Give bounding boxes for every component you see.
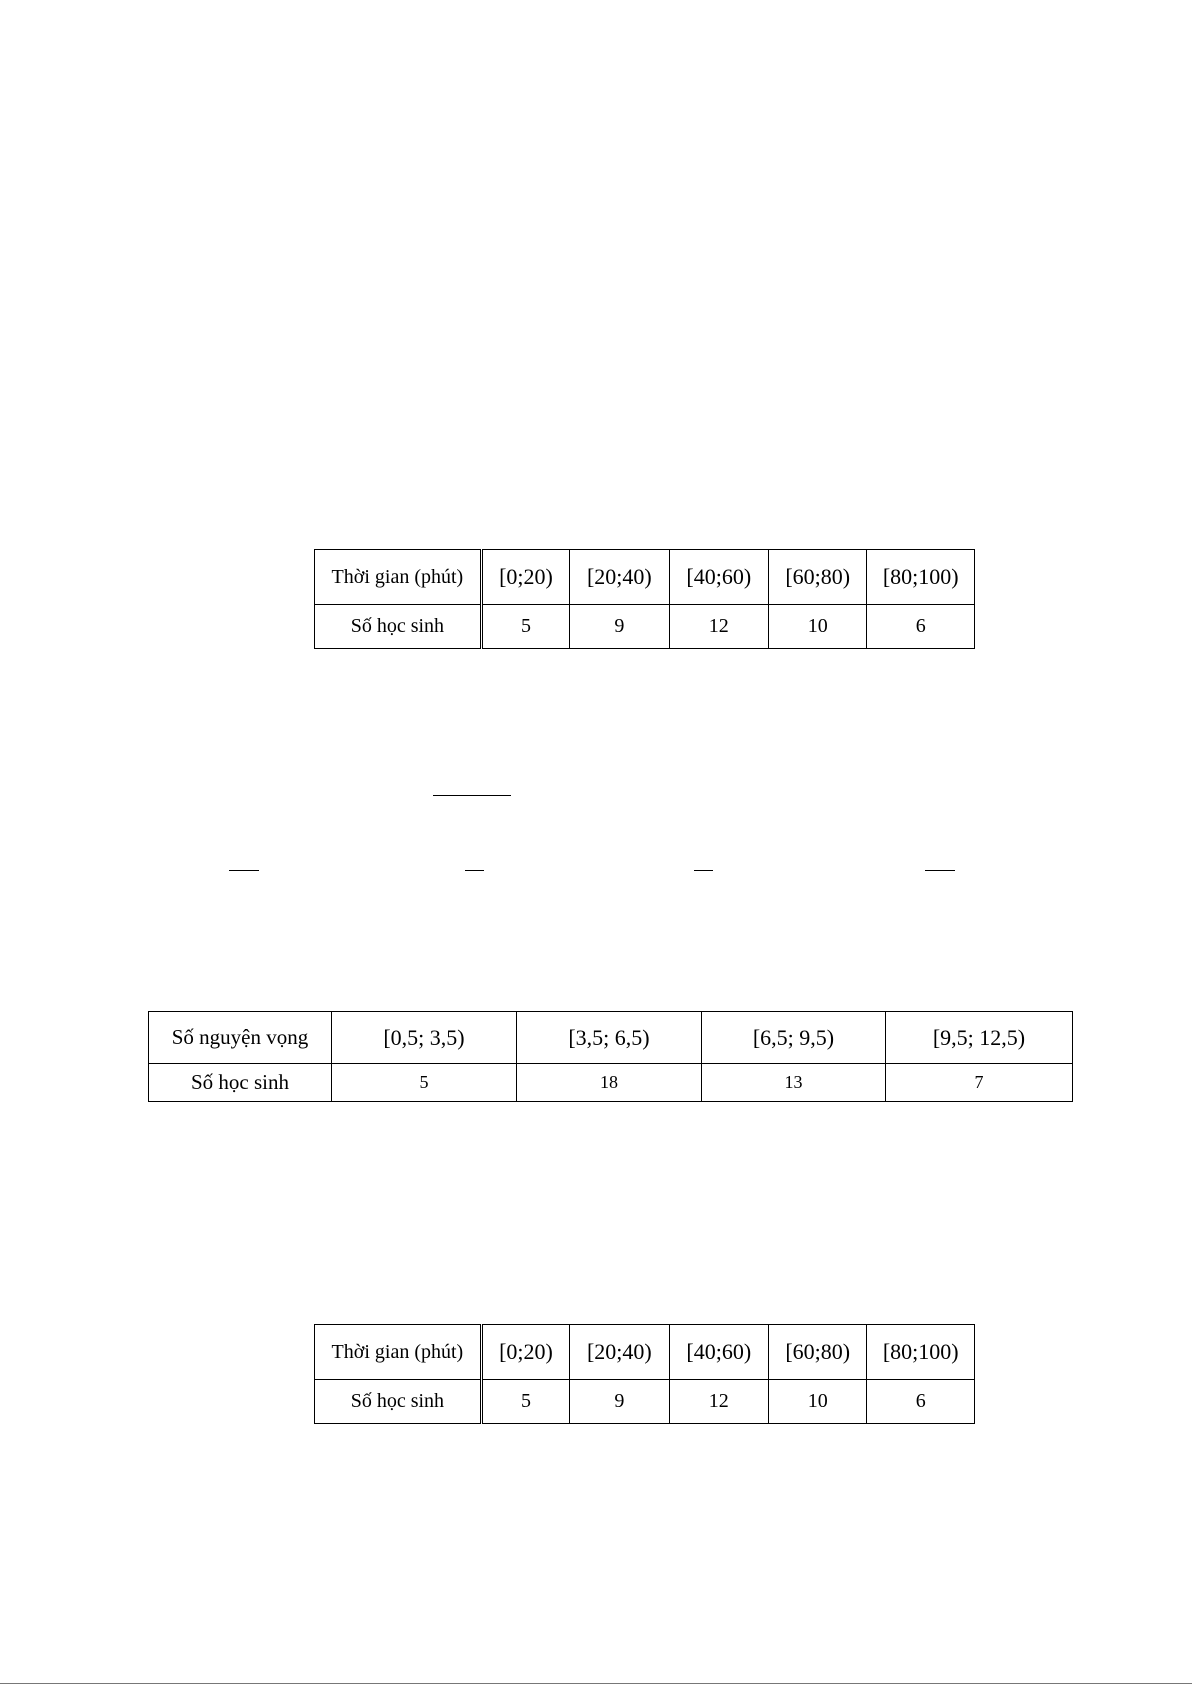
fraction-bar: [433, 795, 511, 796]
interval-cell: [9,5; 12,5): [886, 1012, 1073, 1064]
interval-cell: [60;80): [769, 1325, 867, 1380]
frequency-table-wishes: [148, 1011, 1073, 1102]
interval-cell: [20;40): [570, 550, 669, 605]
row-header-students: Số học sinh: [315, 1380, 482, 1424]
table-count-row: [149, 1064, 1073, 1102]
interval-cell: [0,5; 3,5): [332, 1012, 517, 1064]
count-cell: 12: [669, 1380, 768, 1424]
fraction-bar: [229, 870, 259, 871]
count-cell: 5: [481, 605, 569, 649]
interval-cell: [20;40): [570, 1325, 669, 1380]
row-header-time: Thời gian (phút): [315, 550, 482, 605]
table-count-row: [315, 1380, 975, 1424]
count-cell: 18: [517, 1064, 702, 1102]
interval-cell: [3,5; 6,5): [517, 1012, 702, 1064]
interval-cell: [80;100): [867, 1325, 975, 1380]
interval-cell: [60;80): [769, 550, 867, 605]
table-header-row: [149, 1012, 1073, 1064]
row-header-time: Thời gian (phút): [315, 1325, 482, 1380]
count-cell: 5: [481, 1380, 569, 1424]
count-cell: 10: [769, 1380, 867, 1424]
interval-cell: [0;20): [481, 1325, 569, 1380]
page-bottom-rule: [0, 1683, 1192, 1684]
count-cell: 6: [867, 1380, 975, 1424]
fraction-bar: [925, 870, 955, 871]
count-cell: 9: [570, 1380, 669, 1424]
interval-cell: [80;100): [867, 550, 975, 605]
row-header-students: Số học sinh: [315, 605, 482, 649]
interval-cell: [40;60): [669, 1325, 768, 1380]
frequency-table-time-2: [314, 1324, 975, 1424]
interval-cell: [40;60): [669, 550, 768, 605]
fraction-bar: [694, 870, 713, 871]
count-cell: 6: [867, 605, 975, 649]
count-cell: 7: [886, 1064, 1073, 1102]
row-header-students: Số học sinh: [149, 1064, 332, 1102]
table-header-row: [315, 1325, 975, 1380]
table-count-row: [315, 605, 975, 649]
count-cell: 13: [702, 1064, 886, 1102]
count-cell: 10: [769, 605, 867, 649]
table-header-row: [315, 550, 975, 605]
interval-cell: [0;20): [481, 550, 569, 605]
fraction-bar: [465, 870, 484, 871]
count-cell: 5: [332, 1064, 517, 1102]
row-header-wishes: Số nguyện vọng: [149, 1012, 332, 1064]
count-cell: 9: [570, 605, 669, 649]
interval-cell: [6,5; 9,5): [702, 1012, 886, 1064]
frequency-table-time-1: [314, 549, 975, 649]
count-cell: 12: [669, 605, 768, 649]
